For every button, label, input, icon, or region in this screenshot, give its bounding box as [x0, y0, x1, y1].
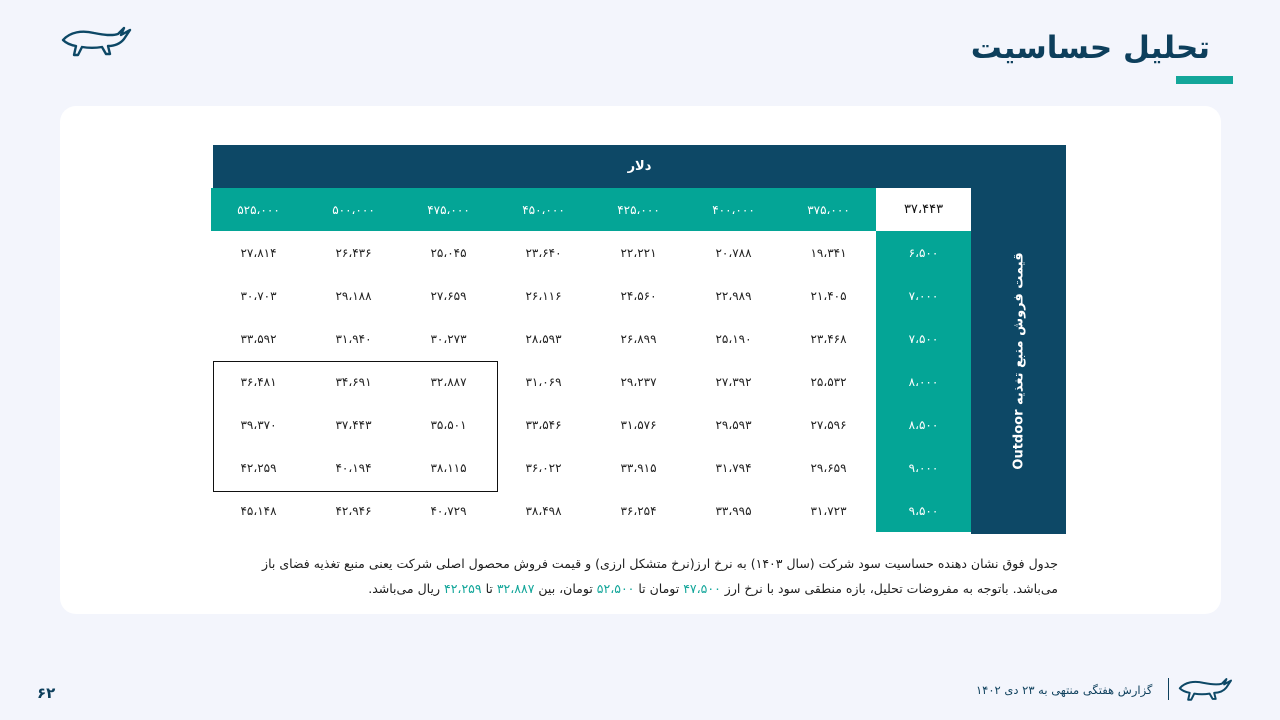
table-cell: ۲۱،۴۰۵: [810, 288, 847, 303]
table-cell: ۲۹،۵۹۳: [715, 417, 752, 432]
table-cell: ۳۳،۹۹۵: [715, 503, 752, 518]
table-top-header: دلار: [213, 145, 1066, 188]
table-cell: ۲۷،۸۱۴: [240, 245, 277, 260]
table-cell: ۲۹،۱۸۸: [335, 288, 372, 303]
table-cell: ۲۶،۱۱۶: [525, 288, 562, 303]
table-cell: ۴۰،۷۲۹: [430, 503, 467, 518]
table-cell: ۳۳،۵۴۶: [525, 417, 562, 432]
table-cell: ۲۷،۵۹۶: [810, 417, 847, 432]
title-accent-bar: [1176, 76, 1233, 84]
table-cell: ۳۵،۵۰۱: [430, 417, 467, 432]
desc-text-1: جدول فوق نشان دهنده حساسیت سود شرکت (سال ۱۴۰۳) به نرخ ارز(نرخ متشکل ارزی) و قیمت فروش محصول اصلی شرکت یعنی منبع تغذیه فضای باز می‌باشد. باتوجه به مفروضات تحلیل، بازه منطقی سود با نرخ ارز: [262, 556, 1058, 596]
sensitivity-table: [213, 145, 1066, 534]
table-cell: ۲۳،۶۴۰: [525, 245, 562, 260]
column-header: ۴۵۰،۰۰۰: [496, 188, 591, 231]
description-paragraph: [213, 551, 1058, 601]
desc-text-2: تومان تا: [634, 581, 684, 596]
table-cell: ۲۷،۶۵۹: [430, 288, 467, 303]
desc-highlight-2: ۵۲،۵۰۰: [596, 581, 635, 596]
table-cell: ۳۳،۵۹۲: [240, 331, 277, 346]
table-cell: ۲۳،۴۶۸: [810, 331, 847, 346]
table-cell: ۳۱،۹۴۰: [335, 331, 372, 346]
column-header: ۵۰۰،۰۰۰: [306, 188, 401, 231]
table-cell: ۳۰،۲۷۳: [430, 331, 467, 346]
desc-text-5: ریال می‌باشد.: [368, 581, 444, 596]
table-cell: ۳۱،۰۶۹: [525, 374, 562, 389]
row-header: ۹،۰۰۰: [876, 446, 971, 489]
page-title: تحلیل حساسیت: [970, 30, 1210, 66]
table-cell: ۴۰،۱۹۴: [335, 460, 372, 475]
desc-text-4: تا: [481, 581, 497, 596]
desc-highlight-3: ۳۲،۸۸۷: [496, 581, 535, 596]
table-cell: ۳۰،۷۰۳: [240, 288, 277, 303]
column-header: ۴۲۵،۰۰۰: [591, 188, 686, 231]
row-header: ۸،۵۰۰: [876, 403, 971, 446]
row-header: ۸،۰۰۰: [876, 360, 971, 403]
table-cell: ۲۵،۵۳۲: [810, 374, 847, 389]
table-cell: ۲۵،۱۹۰: [715, 331, 752, 346]
table-cell: ۲۸،۵۹۳: [525, 331, 562, 346]
table-cell: ۴۵،۱۴۸: [240, 503, 277, 518]
table-cell: ۳۲،۸۸۷: [430, 374, 467, 389]
table-cell: ۴۲،۲۵۹: [240, 460, 277, 475]
footer-divider: [1168, 678, 1169, 700]
table-corner-cell: ۳۷،۴۴۳: [876, 188, 971, 231]
column-header: ۳۷۵،۰۰۰: [781, 188, 876, 231]
table-cell: ۲۰،۷۸۸: [715, 245, 752, 260]
table-cell: ۲۲،۲۲۱: [620, 245, 657, 260]
table-cell: ۳۶،۴۸۱: [240, 374, 277, 389]
footer-report-text: گزارش هفتگی منتهی به ۲۳ دی ۱۴۰۲: [976, 683, 1153, 697]
column-header: ۴۰۰،۰۰۰: [686, 188, 781, 231]
table-cell: ۳۸،۱۱۵: [430, 460, 467, 475]
row-header: ۷،۰۰۰: [876, 274, 971, 317]
table-cell: ۲۶،۴۳۶: [335, 245, 372, 260]
table-cell: ۲۴،۵۶۰: [620, 288, 657, 303]
desc-highlight-1: ۴۷،۵۰۰: [683, 581, 721, 596]
table-cell: ۳۱،۷۲۳: [810, 503, 847, 518]
row-header: ۹،۵۰۰: [876, 489, 971, 532]
table-cell: ۳۳،۹۱۵: [620, 460, 657, 475]
column-header: ۴۷۵،۰۰۰: [401, 188, 496, 231]
desc-highlight-4: ۴۲،۲۵۹: [443, 581, 482, 596]
table-cell: ۳۹،۳۷۰: [240, 417, 277, 432]
table-cell: ۳۷،۴۴۳: [335, 417, 372, 432]
bull-logo-icon: [1176, 676, 1234, 702]
table-cell: ۱۹،۳۴۱: [810, 245, 847, 260]
table-cell: ۲۹،۶۵۹: [810, 460, 847, 475]
bull-logo-icon: [60, 24, 132, 58]
table-cell: ۳۴،۶۹۱: [335, 374, 372, 389]
side-header-label: قیمت فروش منبع تغذیه Outdoor: [1011, 252, 1026, 470]
table-side-header: [971, 188, 1066, 534]
table-cell: ۳۱،۵۷۶: [620, 417, 657, 432]
table-cell: ۲۲،۹۸۹: [715, 288, 752, 303]
page-number: ۶۲: [37, 684, 56, 702]
row-header: ۷،۵۰۰: [876, 317, 971, 360]
table-cell: ۳۶،۰۲۲: [525, 460, 562, 475]
table-cell: ۲۵،۰۴۵: [430, 245, 467, 260]
table-cell: ۳۶،۲۵۴: [620, 503, 657, 518]
desc-text-3: تومان، بین: [534, 581, 597, 596]
table-cell: ۲۷،۳۹۲: [715, 374, 752, 389]
table-cell: ۴۲،۹۴۶: [335, 503, 372, 518]
row-header: ۶،۵۰۰: [876, 231, 971, 274]
column-header: ۵۲۵،۰۰۰: [211, 188, 306, 231]
highlight-range-box: [213, 361, 498, 492]
table-cell: ۳۱،۷۹۴: [715, 460, 752, 475]
table-cell: ۲۹،۲۳۷: [620, 374, 657, 389]
table-cell: ۲۶،۸۹۹: [620, 331, 657, 346]
table-cell: ۳۸،۴۹۸: [525, 503, 562, 518]
